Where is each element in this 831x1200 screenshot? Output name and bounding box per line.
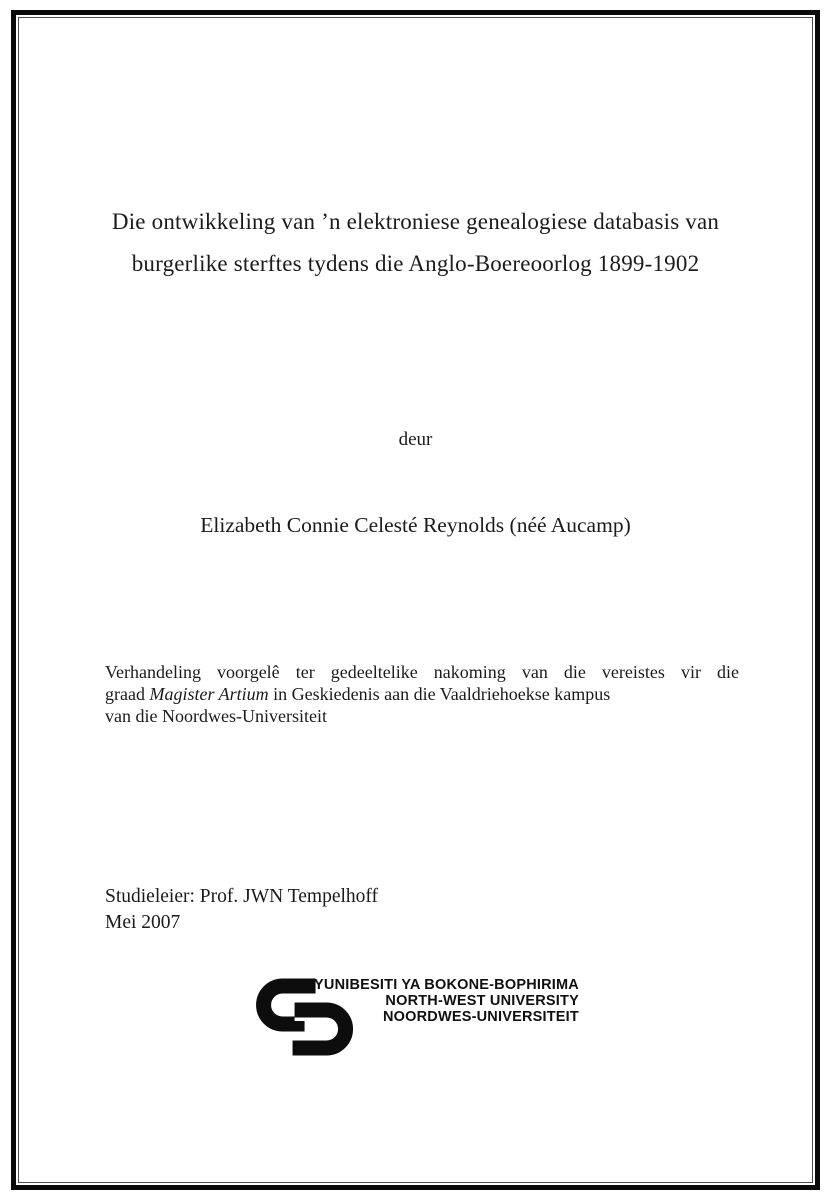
- date-line: Mei 2007: [105, 911, 181, 933]
- supervisor-line: Studieleier: Prof. JWN Tempelhoff: [105, 886, 379, 907]
- thesis-title: [45, 201, 786, 285]
- thesis-title-line-1: Die ontwikkeling van ’n elektroniese genealogiese databasis van: [111, 209, 720, 234]
- statement-line-1: Verhandeling voorgelê ter gedeeltelike nakoming van die vereistes vir die: [105, 662, 739, 682]
- supervisor-block: [105, 884, 378, 935]
- author-name: Elizabeth Connie Celesté Reynolds (néé Aucamp): [200, 513, 631, 537]
- logo-wordmark-line-1: YUNIBESITI YA BOKONE-BOPHIRIMA: [314, 977, 579, 993]
- degree-name: Magister Artium: [149, 684, 269, 704]
- statement-line-2-pre: graad: [105, 684, 150, 704]
- thesis-title-line-2: burgerlike sterftes tydens die Anglo-Boereoorlog 1899-1902: [131, 251, 700, 276]
- degree-statement: [105, 661, 739, 727]
- statement-line-2: [105, 683, 739, 705]
- statement-line-2-post: in Geskiedenis aan die Vaaldriehoekse kampus: [268, 684, 611, 704]
- university-logo: [252, 976, 579, 1058]
- logo-wordmark-line-2: NORTH-WEST UNIVERSITY: [385, 992, 579, 1009]
- logo-wordmark: [314, 978, 579, 1025]
- statement-line-3: van die Noordwes-Universiteit: [105, 706, 327, 726]
- byline-label: deur: [398, 429, 433, 450]
- logo-wordmark-line-3: NOORDWES-UNIVERSITEIT: [383, 1008, 579, 1025]
